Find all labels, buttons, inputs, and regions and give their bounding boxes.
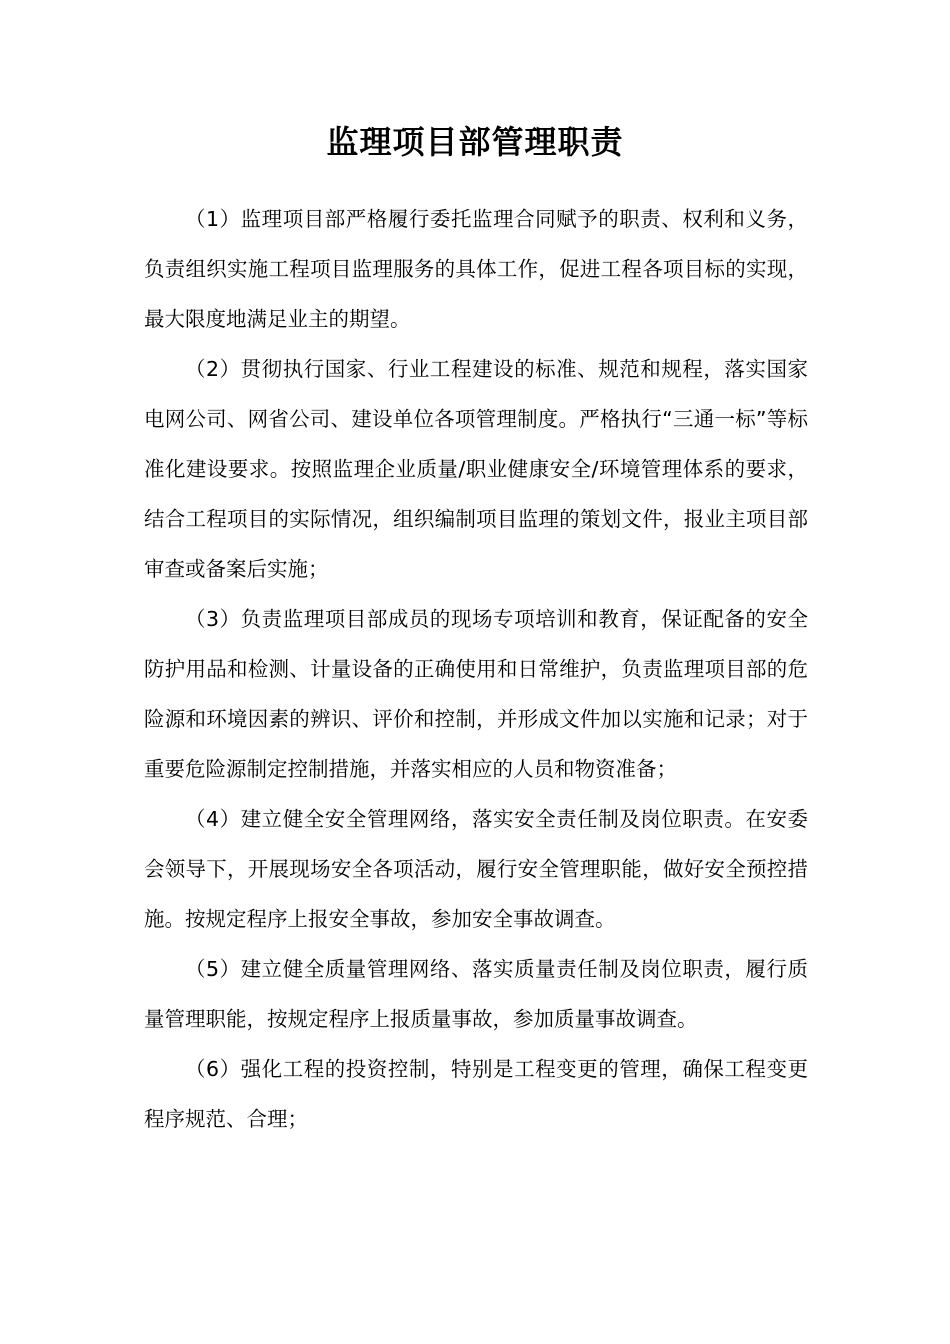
paragraph-4: （4）建立健全安全管理网络，落实安全责任制及岗位职责。在安委会领导下，开展现场安全各项活动，履行安全管理职能，做好安全预控措施。按规定程序上报安全事故，参加安全事故调查。 (144, 807, 808, 931)
document-title: 监理项目部管理职责 (326, 123, 624, 161)
paragraph-1: （1）监理项目部严格履行委托监理合同赋予的职责、权利和义务，负责组织实施工程项目监理服务的具体工作，促进工程各项目标的实现，最大限度地满足业主的期望。 (144, 207, 808, 331)
paragraph-6: （6）强化工程的投资控制，特别是工程变更的管理，确保工程变更程序规范、合理； (144, 1057, 808, 1131)
paragraph-5: （5）建立健全质量管理网络、落实质量责任制及岗位职责，履行质量管理职能，按规定程序上报质量事故，参加质量事故调查。 (144, 957, 808, 1031)
paragraph-2: （2）贯彻执行国家、行业工程建设的标准、规范和规程，落实国家电网公司、网省公司、建设单位各项管理制度。严格执行“三通一标”等标准化建设要求。按照监理企业质量/职业健康安全/环境管理体系的要求，结合工程项目的实际情况，组织编制项目监理的策划文件，报业主项目部审查或备案后实施； (144, 357, 808, 581)
document-body (144, 194, 808, 1144)
paragraph-3: （3）负责监理项目部成员的现场专项培训和教育，保证配备的安全防护用品和检测、计量设备的正确使用和日常维护，负责监理项目部的危险源和环境因素的辨识、评价和控制，并形成文件加以实施和记录；对于重要危险源制定控制措施，并落实相应的人员和物资准备； (144, 607, 808, 781)
